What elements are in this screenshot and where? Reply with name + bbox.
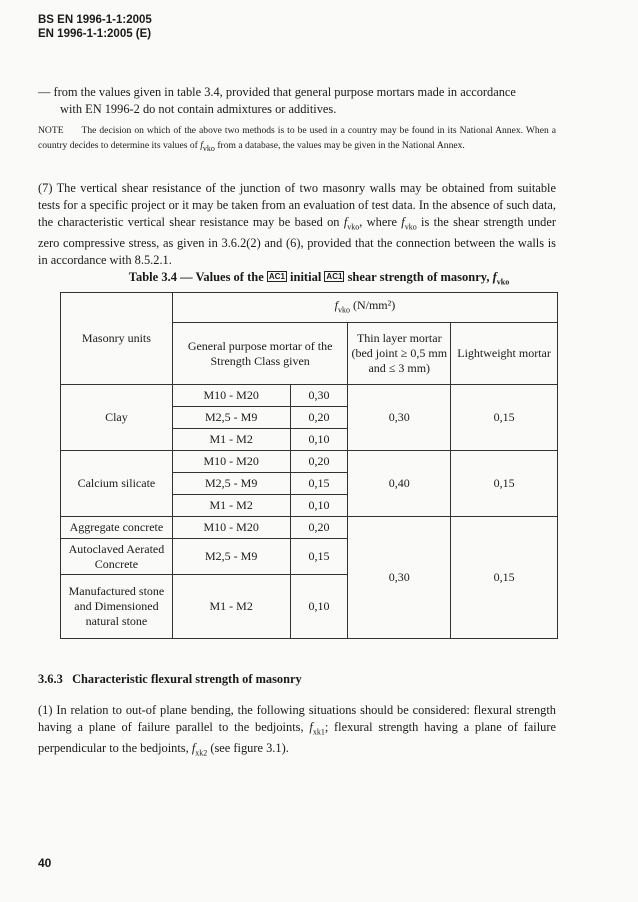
note-text-1: The decision on which of the above two methods is to be used in a country may be found in its National Annex. When a country decides to determine its values of bbox=[38, 125, 556, 151]
group-light-value: 0,15 bbox=[451, 517, 558, 639]
para1-text-3: (see figure 3.1). bbox=[207, 741, 289, 756]
caption-text-1: Table 3.4 — Values of the bbox=[128, 270, 267, 284]
table-cell: 0,20 bbox=[290, 407, 348, 429]
calcium-light-value: 0,15 bbox=[451, 451, 558, 517]
table-cell: M2,5 - M9 bbox=[172, 473, 290, 495]
table-cell: 0,30 bbox=[290, 385, 348, 407]
para7-subscript-2: vko bbox=[404, 222, 417, 232]
header-unit: (N/mm²) bbox=[349, 297, 396, 312]
header-general-purpose: General purpose mortar of the Strength Class given bbox=[172, 323, 348, 385]
table-cell: M1 - M2 bbox=[172, 495, 290, 517]
header-subscript: vko bbox=[337, 305, 350, 315]
header-masonry-units: Masonry units bbox=[61, 293, 173, 385]
table-cell: 0,10 bbox=[290, 429, 348, 451]
dash-line-1: — from the values given in table 3.4, provided that general purpose mortars made in accordance bbox=[38, 85, 516, 99]
document-header bbox=[38, 13, 152, 41]
note-label: NOTE bbox=[38, 125, 64, 136]
clay-light-value: 0,15 bbox=[451, 385, 558, 451]
header-fvko-units bbox=[172, 293, 557, 323]
para7-symbol-2: f bbox=[401, 215, 405, 229]
caption-subscript: vko bbox=[496, 277, 510, 287]
table-cell: M10 - M20 bbox=[172, 385, 290, 407]
table-cell: 0,20 bbox=[290, 451, 348, 473]
para7-text-3: is the shear strength under zero compressive stress, as given in 3.6.2(2) and (6), provided that the connection between the walls is in accordance with 8.5.2.1. bbox=[38, 215, 557, 268]
page-number: 40 bbox=[38, 856, 52, 870]
paragraph-7 bbox=[38, 180, 556, 269]
para7-symbol-1: f bbox=[343, 215, 348, 229]
row-aggregate-name: Aggregate concrete bbox=[61, 517, 173, 539]
ac1-open-marker: AC1 bbox=[268, 272, 285, 281]
note-text-2: from a database, the values may be given in the National Annex. bbox=[214, 139, 465, 151]
table-cell: M10 - M20 bbox=[172, 517, 290, 539]
row-calcium-name: Calcium silicate bbox=[61, 451, 173, 517]
section-number: 3.6.3 bbox=[38, 672, 63, 686]
table-cell: 0,15 bbox=[290, 473, 348, 495]
table-caption bbox=[0, 270, 638, 287]
clay-thin-value: 0,30 bbox=[348, 385, 451, 451]
para1-subscript-2: xk2 bbox=[195, 748, 208, 758]
para1-text-2: ; flexural strength having a plane of failure perpendicular to the bedjoints, bbox=[38, 720, 557, 756]
para1-subscript-1: xk1 bbox=[312, 727, 325, 737]
note-paragraph bbox=[38, 124, 556, 156]
row-autoclaved-name: Autoclaved Aerated Concrete bbox=[61, 539, 173, 575]
para7-text-2: , where bbox=[359, 215, 402, 229]
header-lightweight: Lightweight mortar bbox=[451, 323, 558, 385]
group-thin-value: 0,30 bbox=[348, 517, 451, 639]
para1-text-1: (1) In relation to out-of plane bending, the following situations should be considered: flexural strength having a plane of failure parallel to the bedjoints, bbox=[38, 703, 556, 734]
shear-strength-table bbox=[60, 292, 558, 639]
table-cell: M10 - M20 bbox=[172, 451, 290, 473]
table-cell: 0,20 bbox=[290, 517, 348, 539]
table-cell: 0,10 bbox=[290, 575, 348, 639]
caption-word: initial bbox=[286, 270, 325, 284]
para7-subscript-1: vko bbox=[347, 222, 360, 232]
dash-paragraph bbox=[38, 84, 556, 118]
dash-line-2: with EN 1996-2 do not contain admixtures or additives. bbox=[60, 102, 337, 116]
table-cell: M1 - M2 bbox=[172, 429, 290, 451]
section-title: Characteristic flexural strength of masonry bbox=[72, 672, 302, 686]
table-cell: 0,15 bbox=[290, 539, 348, 575]
standard-id: BS EN 1996-1-1:2005 bbox=[38, 14, 152, 26]
para7-text-1: (7) The vertical shear resistance of the junction of two masonry walls may be obtained from suitable tests for a specific project or it may be taken from an evaluation of test data. In the absence of such data, the characteristic vertical shear resistance may be based on bbox=[38, 181, 556, 229]
section-heading bbox=[38, 672, 302, 687]
calcium-thin-value: 0,40 bbox=[348, 451, 451, 517]
row-clay-name: Clay bbox=[61, 385, 173, 451]
header-symbol: f bbox=[334, 297, 338, 312]
caption-symbol: f bbox=[492, 270, 497, 284]
para1-symbol-1: f bbox=[309, 720, 313, 734]
table-cell: M1 - M2 bbox=[172, 575, 290, 639]
table-cell: M2,5 - M9 bbox=[172, 539, 290, 575]
ac1-close-marker: AC1 bbox=[326, 272, 343, 281]
paragraph-1 bbox=[38, 702, 556, 762]
para1-symbol-2: f bbox=[191, 741, 196, 756]
table-cell: M2,5 - M9 bbox=[172, 407, 290, 429]
header-thin-layer: Thin layer mortar (bed joint ≥ 0,5 mm and ≤ 3 mm) bbox=[348, 323, 451, 385]
note-subscript: vko bbox=[202, 143, 215, 153]
table-cell: 0,10 bbox=[290, 495, 348, 517]
row-manufactured-name: Manufactured stone and Dimensioned natural stone bbox=[61, 575, 173, 639]
caption-text-2: shear strength of masonry, bbox=[344, 270, 493, 284]
note-symbol: f bbox=[200, 139, 203, 151]
standard-id-european: EN 1996-1-1:2005 (E) bbox=[38, 28, 152, 40]
